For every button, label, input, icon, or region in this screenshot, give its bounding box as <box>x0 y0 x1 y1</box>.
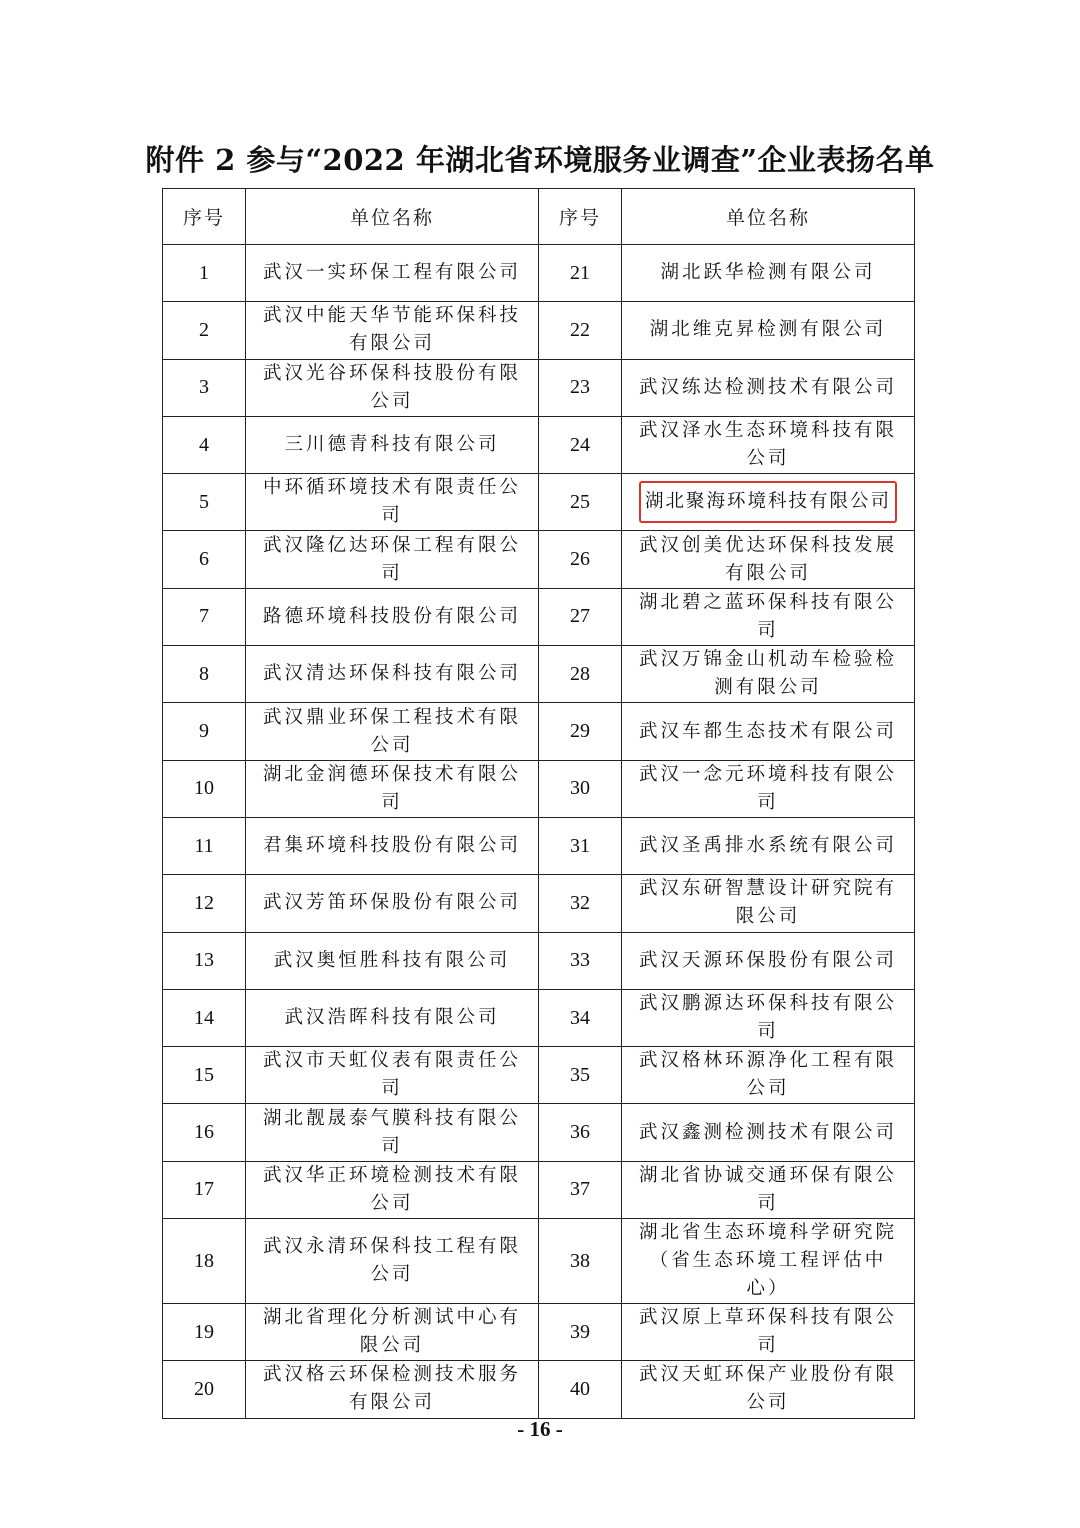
row-seq-left: 9 <box>163 703 246 760</box>
table-row <box>163 1304 915 1361</box>
table-row <box>163 646 915 703</box>
row-seq-right: 21 <box>539 245 622 302</box>
row-company-right: 湖北省生态环境科学研究院（省生态环境工程评估中心） <box>622 1219 915 1304</box>
highlighted-company: 湖北聚海环境科技有限公司 <box>639 481 897 523</box>
row-seq-right: 30 <box>539 760 622 817</box>
table-row <box>163 245 915 302</box>
row-seq-right: 23 <box>539 359 622 416</box>
row-seq-right: 34 <box>539 989 622 1046</box>
row-company-right: 武汉圣禹排水系统有限公司 <box>622 817 915 874</box>
row-company-left: 湖北靓晟泰气膜科技有限公司 <box>246 1104 539 1161</box>
row-seq-left: 15 <box>163 1047 246 1104</box>
table-row <box>163 1161 915 1218</box>
row-company-right: 武汉车都生态技术有限公司 <box>622 703 915 760</box>
honor-list-table <box>162 188 915 1419</box>
table-row <box>163 875 915 932</box>
row-seq-right: 22 <box>539 302 622 359</box>
table-row <box>163 416 915 473</box>
row-company-right: 武汉一念元环境科技有限公司 <box>622 760 915 817</box>
row-seq-left: 14 <box>163 989 246 1046</box>
header-seq-left: 序号 <box>163 189 246 245</box>
row-company-left: 武汉华正环境检测技术有限公司 <box>246 1161 539 1218</box>
row-company-left: 中环循环境技术有限责任公司 <box>246 474 539 531</box>
row-seq-right: 32 <box>539 875 622 932</box>
row-seq-left: 13 <box>163 932 246 989</box>
row-seq-right: 36 <box>539 1104 622 1161</box>
table-row <box>163 817 915 874</box>
row-seq-left: 19 <box>163 1304 246 1361</box>
row-company-left: 湖北省理化分析测试中心有限公司 <box>246 1304 539 1361</box>
row-seq-left: 3 <box>163 359 246 416</box>
table-header-row <box>163 189 915 245</box>
row-seq-left: 18 <box>163 1219 246 1304</box>
table-row <box>163 932 915 989</box>
row-company-left: 武汉中能天华节能环保科技有限公司 <box>246 302 539 359</box>
row-company-right: 湖北省协诚交通环保有限公司 <box>622 1161 915 1218</box>
row-seq-left: 4 <box>163 416 246 473</box>
row-seq-right: 38 <box>539 1219 622 1304</box>
row-seq-left: 17 <box>163 1161 246 1218</box>
row-company-left: 湖北金润德环保技术有限公司 <box>246 760 539 817</box>
row-company-right: 武汉创美优达环保科技发展有限公司 <box>622 531 915 588</box>
table-row <box>163 531 915 588</box>
row-company-right: 武汉万锦金山机动车检验检测有限公司 <box>622 646 915 703</box>
table-row <box>163 1047 915 1104</box>
row-seq-right: 31 <box>539 817 622 874</box>
row-seq-right: 24 <box>539 416 622 473</box>
row-company-left: 武汉永清环保科技工程有限公司 <box>246 1219 539 1304</box>
row-seq-left: 5 <box>163 474 246 531</box>
row-seq-left: 10 <box>163 760 246 817</box>
header-name-right: 单位名称 <box>622 189 915 245</box>
header-name-left: 单位名称 <box>246 189 539 245</box>
row-seq-left: 1 <box>163 245 246 302</box>
row-seq-left: 7 <box>163 588 246 645</box>
table-body <box>163 245 915 1419</box>
row-seq-left: 20 <box>163 1361 246 1418</box>
row-seq-left: 6 <box>163 531 246 588</box>
row-company-right: 武汉原上草环保科技有限公司 <box>622 1304 915 1361</box>
row-seq-right: 39 <box>539 1304 622 1361</box>
row-company-left: 武汉清达环保科技有限公司 <box>246 646 539 703</box>
table-row <box>163 302 915 359</box>
row-company-right: 武汉练达检测技术有限公司 <box>622 359 915 416</box>
row-company-left: 武汉奥恒胜科技有限公司 <box>246 932 539 989</box>
row-company-left: 路德环境科技股份有限公司 <box>246 588 539 645</box>
row-seq-left: 12 <box>163 875 246 932</box>
row-seq-right: 29 <box>539 703 622 760</box>
row-seq-right: 40 <box>539 1361 622 1418</box>
row-company-left: 武汉浩晖科技有限公司 <box>246 989 539 1046</box>
table-row <box>163 474 915 531</box>
row-seq-left: 16 <box>163 1104 246 1161</box>
row-company-right: 武汉鹏源达环保科技有限公司 <box>622 989 915 1046</box>
row-company-right: 武汉东研智慧设计研究院有限公司 <box>622 875 915 932</box>
row-seq-right: 35 <box>539 1047 622 1104</box>
row-seq-left: 2 <box>163 302 246 359</box>
row-seq-right: 28 <box>539 646 622 703</box>
row-seq-left: 11 <box>163 817 246 874</box>
table-row <box>163 588 915 645</box>
row-company-right: 湖北跃华检测有限公司 <box>622 245 915 302</box>
row-seq-right: 37 <box>539 1161 622 1218</box>
row-seq-right: 33 <box>539 932 622 989</box>
row-seq-right: 27 <box>539 588 622 645</box>
table-row <box>163 989 915 1046</box>
table-row <box>163 1361 915 1418</box>
row-seq-right: 26 <box>539 531 622 588</box>
row-company-right: 湖北维克昇检测有限公司 <box>622 302 915 359</box>
table-row <box>163 359 915 416</box>
row-company-right <box>622 474 915 531</box>
row-company-left: 三川德青科技有限公司 <box>246 416 539 473</box>
row-company-left: 武汉鼎业环保工程技术有限公司 <box>246 703 539 760</box>
row-company-left: 武汉光谷环保科技股份有限公司 <box>246 359 539 416</box>
row-company-left: 君集环境科技股份有限公司 <box>246 817 539 874</box>
row-company-right: 武汉格林环源净化工程有限公司 <box>622 1047 915 1104</box>
header-seq-right: 序号 <box>539 189 622 245</box>
table-row <box>163 1219 915 1304</box>
row-company-left: 武汉市天虹仪表有限责任公司 <box>246 1047 539 1104</box>
row-company-right: 武汉天虹环保产业股份有限公司 <box>622 1361 915 1418</box>
page-number: - 16 - <box>517 1417 563 1441</box>
row-company-right: 武汉泽水生态环境科技有限公司 <box>622 416 915 473</box>
row-seq-left: 8 <box>163 646 246 703</box>
row-seq-right: 25 <box>539 474 622 531</box>
row-company-right: 武汉鑫测检测技术有限公司 <box>622 1104 915 1161</box>
table-row <box>163 760 915 817</box>
page-title: 附件 2 参与“2022 年湖北省环境服务业调查”企业表扬名单 <box>145 143 935 177</box>
row-company-left: 武汉一实环保工程有限公司 <box>246 245 539 302</box>
row-company-left: 武汉隆亿达环保工程有限公司 <box>246 531 539 588</box>
row-company-right: 武汉天源环保股份有限公司 <box>622 932 915 989</box>
row-company-left: 武汉芳笛环保股份有限公司 <box>246 875 539 932</box>
table-row <box>163 1104 915 1161</box>
row-company-right: 湖北碧之蓝环保科技有限公司 <box>622 588 915 645</box>
table-row <box>163 703 915 760</box>
row-company-left: 武汉格云环保检测技术服务有限公司 <box>246 1361 539 1418</box>
